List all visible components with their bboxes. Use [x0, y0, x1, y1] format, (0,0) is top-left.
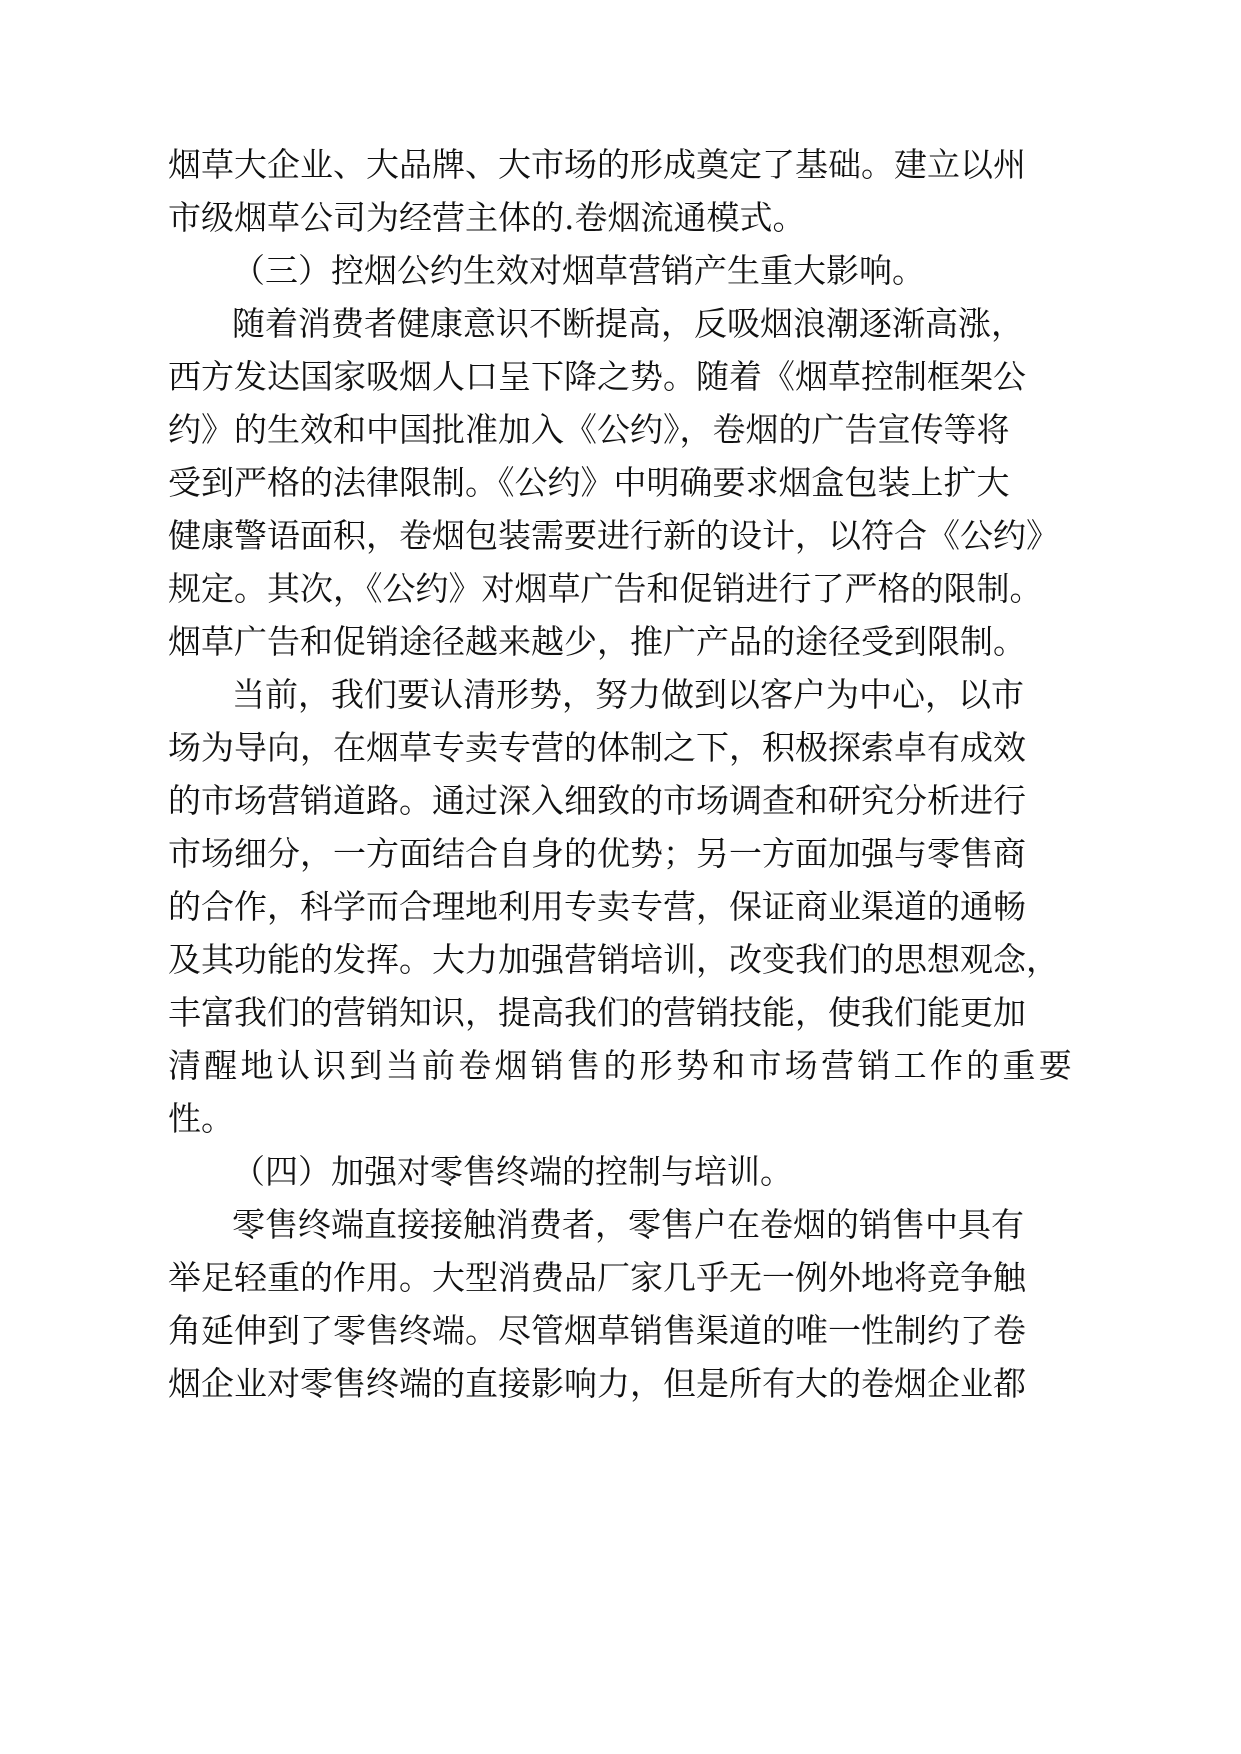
text-line: 烟草广告和促销途径越来越少，推广产品的途径受到限制。 [168, 622, 1026, 661]
text-line: 西方发达国家吸烟人口呈下降之势。随着《烟草控制框架公 [168, 357, 1026, 396]
text-line: 的合作，科学而合理地利用专卖专营，保证商业渠道的通畅 [168, 887, 1026, 926]
text-line: 场为导向，在烟草专卖专营的体制之下，积极探索卓有成效 [168, 728, 1026, 767]
text-line: 健康警语面积，卷烟包装需要进行新的设计，以符合《公约》 [168, 516, 1059, 555]
section-heading: （四）加强对零售终端的控制与培训。 [232, 1152, 793, 1191]
text-line: 丰富我们的营销知识，提高我们的营销技能，使我们能更加 [168, 993, 1026, 1032]
text-line: 市场细分，一方面结合自身的优势；另一方面加强与零售商 [168, 834, 1026, 873]
text-line: 烟草大企业、大品牌、大市场的形成奠定了基础。建立以州 [168, 145, 1026, 184]
text-line: 性。 [168, 1099, 234, 1138]
text-line: 的市场营销道路。通过深入细致的市场调查和研究分析进行 [168, 781, 1026, 820]
text-line: 清醒地认识到当前卷烟销售的形势和市场营销工作的重要 [168, 1046, 1075, 1085]
text-line: 及其功能的发挥。大力加强营销培训，改变我们的思想观念， [168, 940, 1059, 979]
section-heading: （三）控烟公约生效对烟草营销产生重大影响。 [232, 251, 925, 290]
text-line: 烟企业对零售终端的直接影响力，但是所有大的卷烟企业都 [168, 1364, 1026, 1403]
text-line: 零售终端直接接触消费者，零售户在卷烟的销售中具有 [232, 1205, 1024, 1244]
text-line: 随着消费者健康意识不断提高，反吸烟浪潮逐渐高涨， [232, 304, 1024, 343]
text-line: 角延伸到了零售终端。尽管烟草销售渠道的唯一性制约了卷 [168, 1311, 1026, 1350]
text-line: 举足轻重的作用。大型消费品厂家几乎无一例外地将竞争触 [168, 1258, 1026, 1297]
text-line: 规定。其次，《公约》对烟草广告和促销进行了严格的限制。 [168, 569, 1043, 608]
text-line: 市级烟草公司为经营主体的.卷烟流通模式。 [168, 198, 806, 237]
text-line: 当前，我们要认清形势，努力做到以客户为中心，以市 [232, 675, 1024, 714]
text-line: 受到严格的法律限制。《公约》中明确要求烟盒包装上扩大 [168, 463, 1010, 502]
text-line: 约》的生效和中国批准加入《公约》，卷烟的广告宣传等将 [168, 410, 1010, 449]
